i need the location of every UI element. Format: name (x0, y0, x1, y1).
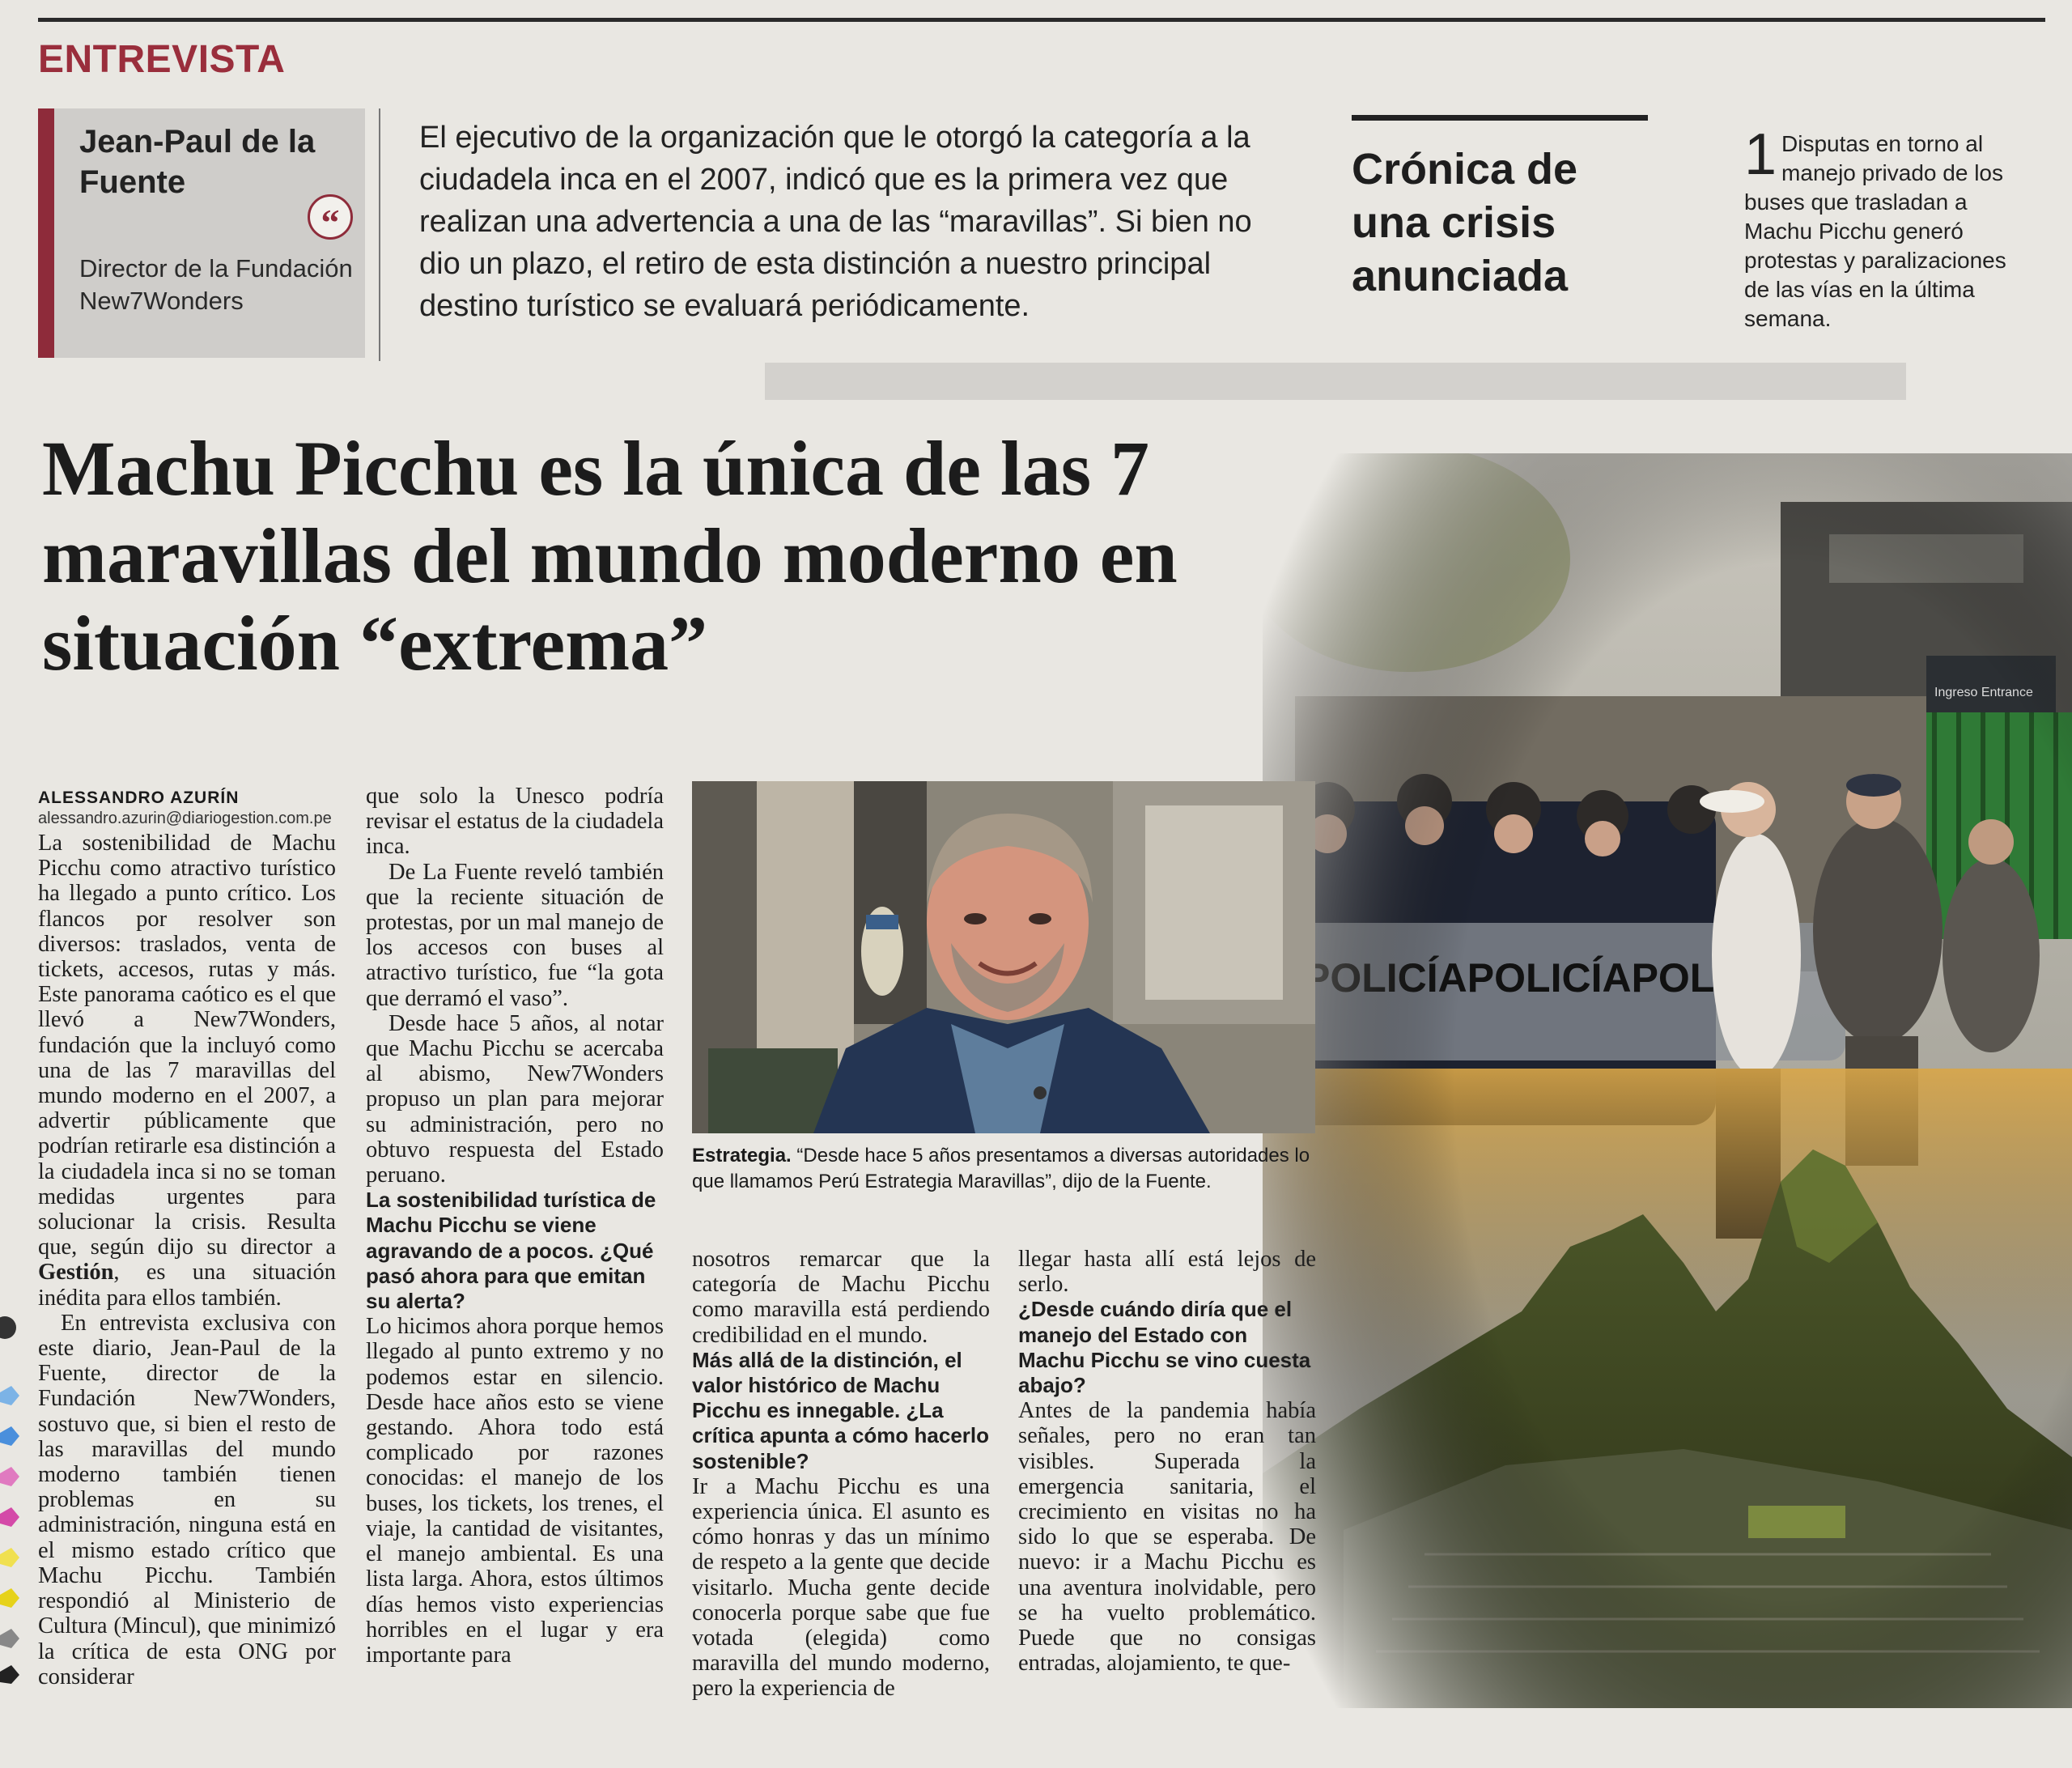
interviewee-accent-bar (38, 108, 54, 358)
interviewee-role: Director de la Fundación New7Wonders (79, 254, 353, 315)
body-text-bold: Gestión (38, 1260, 114, 1286)
faded-strip (765, 363, 1906, 400)
interviewee-name: Jean-Paul de la Fuente (79, 124, 316, 200)
body-text: La sostenibilidad de Machu Picchu como atractivo turístico ha llegado a punto crítico. Los flancos por resolver son diversos: traslados, venta de tickets, accesos, rutas y más. Este panorama caótico es el que llevó a New7Wonders, fundación que la incluyó como una de las 7 maravillas del mundo moderno en el 2007, a advertir públicamente que podrían retirarle esa distinción a la ciudadela inca si no se toman medidas urgentes para solucionar la crisis. Resulta que, según dijo su director a (38, 831, 336, 1260)
body-column-4 (1018, 1247, 1316, 1676)
interview-question: La sostenibilidad turística de Machu Picchu se viene agravando de a pocos. ¿Qué pasó ahora para que emitan su alerta? (366, 1188, 656, 1314)
sidebar-body: Disputas en torno al manejo privado de los buses que trasladan a Machu Picchu generó protestas y paralizaciones de las vías en la última semana. (1744, 131, 2006, 331)
body-paragraph: nosotros remarcar que la categoría de Machu Picchu como maravilla está perdiendo credibilidad en el mundo. (692, 1247, 990, 1348)
top-rule (38, 18, 2045, 22)
section-label: ENTREVISTA (38, 38, 286, 81)
body-column-2 (366, 784, 664, 1668)
lead-paragraph: El ejecutivo de la organización que le otorgó la categoría a la ciudadela inca en el 2007, indicó que es la primera vez que realizan una advertencia a una de las “maravillas”. Si bien no dio un plazo, el retiro de esta distinción a nuestro principal destino turístico se evaluará periódicamente. (419, 121, 1252, 323)
quote-icon: “ (308, 194, 353, 240)
sidebar-text (1744, 122, 2011, 334)
byline-author: ALESSANDRO AZURÍN (38, 788, 240, 807)
body-paragraph: De La Fuente reveló también que la reciente situación de protestas, por un mal manejo de los accesos con buses al atractivo turístico, fue “la gota que derramó el vaso”. (366, 859, 664, 1011)
interview-question: Más allá de la distinción, el valor histórico de Machu Picchu es innegable. ¿La crítica apunta a cómo hacerlo sostenible? (692, 1347, 990, 1473)
print-color-swatches (0, 1311, 19, 1684)
interview-answer: Ir a Machu Picchu es una experiencia única. El asunto es cómo honras y das un mínimo de respeto a la gente que decide visitarlo. Mucha gente decide conocerla porque sabe que fue votada (elegida) como maravilla del mundo moderno, pero la experiencia de (692, 1473, 990, 1702)
portrait-jean-paul (692, 781, 1315, 1133)
body-paragraph: llegar hasta allí está lejos de serlo. (1018, 1247, 1316, 1298)
interview-question: ¿Desde cuándo diría que el manejo del Estado con Machu Picchu se vino cuesta abajo? (1018, 1297, 1311, 1398)
byline-email: alessandro.azurin@diariogestion.com.pe (38, 810, 332, 827)
photo-caption (692, 1143, 1323, 1195)
headline: Machu Picchu es la única de las 7 maravillas del mundo moderno en situación “extrema” (42, 425, 1178, 686)
body-paragraph (38, 831, 336, 1311)
lead-divider (379, 108, 380, 361)
body-paragraph: que solo la Unesco podría revisar el estatus de la ciudadela inca. (366, 784, 664, 860)
caption-label: Estrategia. (692, 1145, 792, 1167)
interview-answer: Antes de la pandemia había señales, pero no eran tan visibles. Superada la emergencia sanitaria, el crecimiento en visitas no ha sido lo que se esperaba. De nuevo: ir a Machu Picchu es una aventura inolvidable, pero se ha vuelto problemático. Puede que no consigas entradas, alojamiento, te que- (1018, 1398, 1316, 1677)
body-column-3 (692, 1247, 990, 1702)
interview-answer: Lo hicimos ahora porque hemos llegado al punto extremo y no podemos estar en silencio. Desde hace años esto se viene gestando. Ahora todo está complicado por razones conocidas: el manejo de los buses, los tickets, los trenes, el viaje, la cantidad de visitantes, el manejo ambiental. Es una lista larga. Ahora, estos últimos días hemos visto experiencias horribles en el lugar y era importante para (366, 1314, 664, 1668)
sidebar-title: Crónica de una crisis anunciada (1352, 145, 1578, 300)
caption-text: “Desde hace 5 años presentamos a diversas autoridades lo que llamamos Perú Estrategia Maravillas”, dijo de la Fuente. (692, 1145, 1310, 1192)
body-paragraph: En entrevista exclusiva con este diario, Jean-Paul de la Fuente, director de la Fundación New7Wonders, sostuvo que, si bien el resto de las maravillas del mundo moderno también tienen problemas en su administración, ninguna está en el mismo estado crítico que Machu Picchu. También respondió al Ministerio de Cultura (Mincul), que minimizó la crítica de esta ONG por considerar (38, 1310, 336, 1689)
body-paragraph: Desde hace 5 años, al notar que Machu Picchu se acercaba al abismo, New7Wonders propuso un plan para mejorar su administración, pero no obtuvo respuesta del Estado peruano. (366, 1010, 664, 1188)
body-column-1 (38, 831, 336, 1689)
sidebar-number: 1 (1744, 122, 1777, 187)
body-text: , es una situación inédita para ellos también. (38, 1260, 336, 1311)
photo-machu-picchu-protest (1263, 453, 2072, 1708)
sidebar-rule (1352, 115, 1648, 121)
